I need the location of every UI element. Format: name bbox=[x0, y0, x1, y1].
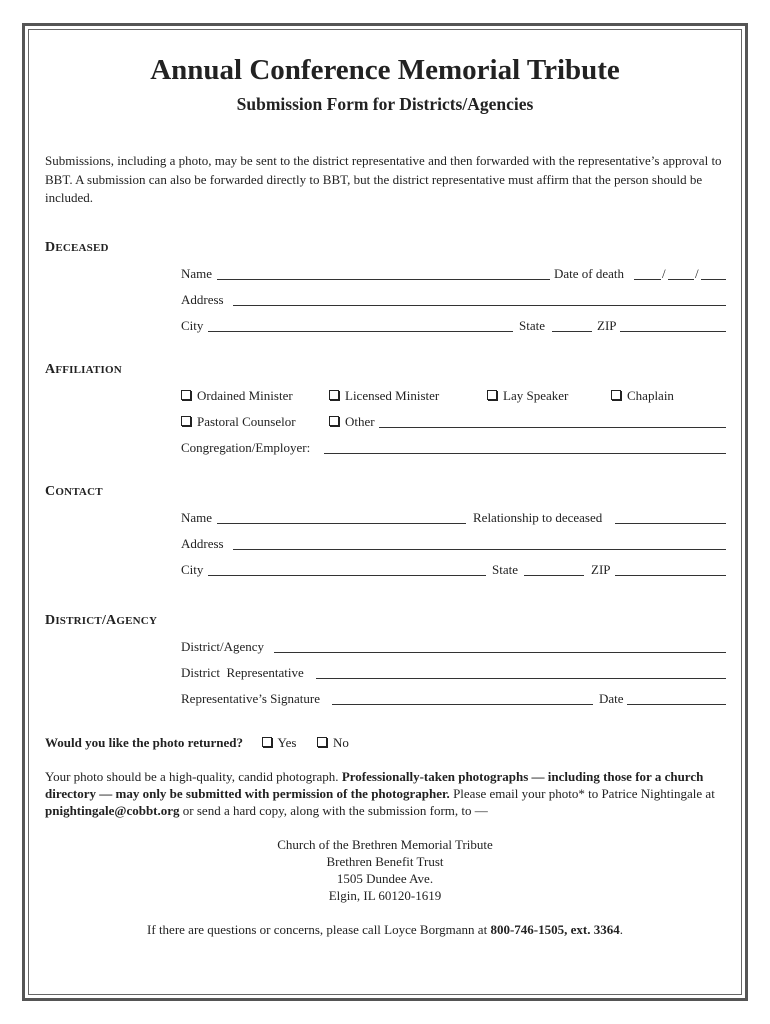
death-month-field[interactable] bbox=[634, 266, 661, 280]
section-heading-deceased: DECEASED bbox=[45, 240, 109, 255]
signature-date-field[interactable] bbox=[627, 691, 726, 705]
congregation-label: Congregation/Employer: bbox=[181, 440, 311, 455]
checkbox-icon bbox=[611, 390, 621, 400]
district-agency-row bbox=[181, 639, 726, 657]
checkbox-icon bbox=[181, 416, 191, 426]
photo-return-label: Would you like the photo returned? bbox=[45, 735, 244, 750]
contact-email: pnightingale@cobbt.org bbox=[45, 803, 180, 818]
checkbox-icon bbox=[329, 390, 339, 400]
photo-return-no-checkbox[interactable]: No bbox=[317, 735, 349, 750]
date-separator: / bbox=[695, 266, 699, 281]
contact-address-row bbox=[181, 536, 726, 554]
deceased-city-field[interactable] bbox=[208, 318, 513, 332]
deceased-zip-field[interactable] bbox=[620, 318, 726, 332]
section-heading-district-agency: DISTRICT/AGENCY bbox=[45, 613, 158, 628]
signature-date-label: Date bbox=[599, 691, 624, 706]
deceased-address-row bbox=[181, 292, 726, 310]
affiliation-row-2 bbox=[181, 414, 726, 432]
contact-city-row bbox=[181, 562, 726, 580]
affiliation-row-1 bbox=[181, 388, 726, 406]
congregation-field[interactable] bbox=[324, 440, 726, 454]
checkbox-icon bbox=[317, 737, 327, 747]
deceased-address-field[interactable] bbox=[233, 292, 726, 306]
contact-city-field[interactable] bbox=[208, 562, 486, 576]
contact-phone: 800-746-1505, ext. 3364 bbox=[490, 922, 620, 937]
contact-address-label: Address bbox=[181, 536, 224, 551]
signature-field[interactable] bbox=[332, 691, 593, 705]
deceased-address-label: Address bbox=[181, 292, 224, 307]
address-line: 1505 Dundee Ave. bbox=[336, 871, 434, 886]
date-separator: / bbox=[662, 266, 666, 281]
district-rep-row bbox=[181, 665, 726, 683]
form-subtitle: Submission Form for Districts/Agencies bbox=[236, 94, 534, 114]
deceased-city-row bbox=[181, 318, 726, 336]
checkbox-icon bbox=[181, 390, 191, 400]
district-agency-field[interactable] bbox=[274, 639, 726, 653]
form-title: Annual Conference Memorial Tribute bbox=[150, 54, 620, 86]
deceased-name-row bbox=[181, 266, 726, 284]
lay-speaker-checkbox[interactable]: Lay Speaker bbox=[487, 388, 568, 404]
relationship-field[interactable] bbox=[615, 510, 726, 524]
address-line: Brethren Benefit Trust bbox=[326, 854, 444, 869]
contact-address-field[interactable] bbox=[233, 536, 726, 550]
photo-return-question bbox=[45, 735, 349, 751]
section-heading-contact: CONTACT bbox=[45, 484, 103, 499]
pastoral-counselor-checkbox[interactable]: Pastoral Counselor bbox=[181, 414, 296, 430]
mailing-address bbox=[0, 836, 770, 904]
photographer-permission-note: Professionally-taken photographs — including those for a church directory — may only be submitted with permission of the photographer. bbox=[45, 769, 704, 801]
relationship-label: Relationship to deceased bbox=[473, 510, 603, 525]
other-checkbox[interactable]: Other bbox=[329, 414, 375, 430]
deceased-name-label: Name bbox=[181, 266, 213, 281]
deceased-zip-label: ZIP bbox=[597, 318, 617, 333]
signature-label: Representative’s Signature bbox=[181, 691, 320, 706]
other-affiliation-field[interactable] bbox=[379, 414, 726, 428]
deceased-name-field[interactable] bbox=[217, 266, 550, 280]
signature-row bbox=[181, 691, 726, 709]
checkbox-icon bbox=[487, 390, 497, 400]
district-rep-field[interactable] bbox=[316, 665, 726, 679]
checkbox-icon bbox=[262, 737, 272, 747]
death-day-field[interactable] bbox=[668, 266, 694, 280]
district-rep-label: District Representative bbox=[181, 665, 304, 680]
contact-zip-field[interactable] bbox=[615, 562, 726, 576]
address-line: Church of the Brethren Memorial Tribute bbox=[277, 837, 493, 852]
deceased-city-label: City bbox=[181, 318, 204, 333]
contact-state-field[interactable] bbox=[524, 562, 584, 576]
contact-city-label: City bbox=[181, 562, 204, 577]
death-year-field[interactable] bbox=[701, 266, 726, 280]
deceased-state-field[interactable] bbox=[552, 318, 592, 332]
congregation-row bbox=[181, 440, 726, 458]
photo-return-yes-checkbox[interactable]: Yes bbox=[262, 735, 297, 750]
contact-name-field[interactable] bbox=[217, 510, 466, 524]
deceased-state-label: State bbox=[519, 318, 545, 333]
intro-paragraph: Submissions, including a photo, may be sent to the district representative and then forwarded with the representative’s approval to BBT. A submission can also be forwarded directly to BBT, but the district representative must affirm that the person should be included. bbox=[45, 153, 722, 205]
contact-name-label: Name bbox=[181, 510, 213, 525]
contact-name-row bbox=[181, 510, 726, 528]
section-heading-affiliation: AFFILIATION bbox=[45, 362, 122, 377]
ordained-minister-checkbox[interactable]: Ordained Minister bbox=[181, 388, 293, 404]
contact-zip-label: ZIP bbox=[591, 562, 611, 577]
licensed-minister-checkbox[interactable]: Licensed Minister bbox=[329, 388, 439, 404]
district-agency-label: District/Agency bbox=[181, 639, 265, 654]
checkbox-icon bbox=[329, 416, 339, 426]
date-of-death-label: Date of death bbox=[554, 266, 625, 281]
footer-contact: If there are questions or concerns, please call Loyce Borgmann at 800-746-1505, ext. 3364. bbox=[147, 922, 623, 937]
contact-state-label: State bbox=[492, 562, 518, 577]
chaplain-checkbox[interactable]: Chaplain bbox=[611, 388, 674, 404]
address-line: Elgin, IL 60120-1619 bbox=[328, 888, 442, 903]
photo-note-paragraph: Your photo should be a high-quality, candid photograph. Professionally-taken photographs — including those for a church directory — may only be submitted with permission of the photographer. Please email your photo* to Patrice Nightingale at pnightingale@cobbt.org or send a hard copy, along with the submission form, to — bbox=[45, 769, 715, 818]
